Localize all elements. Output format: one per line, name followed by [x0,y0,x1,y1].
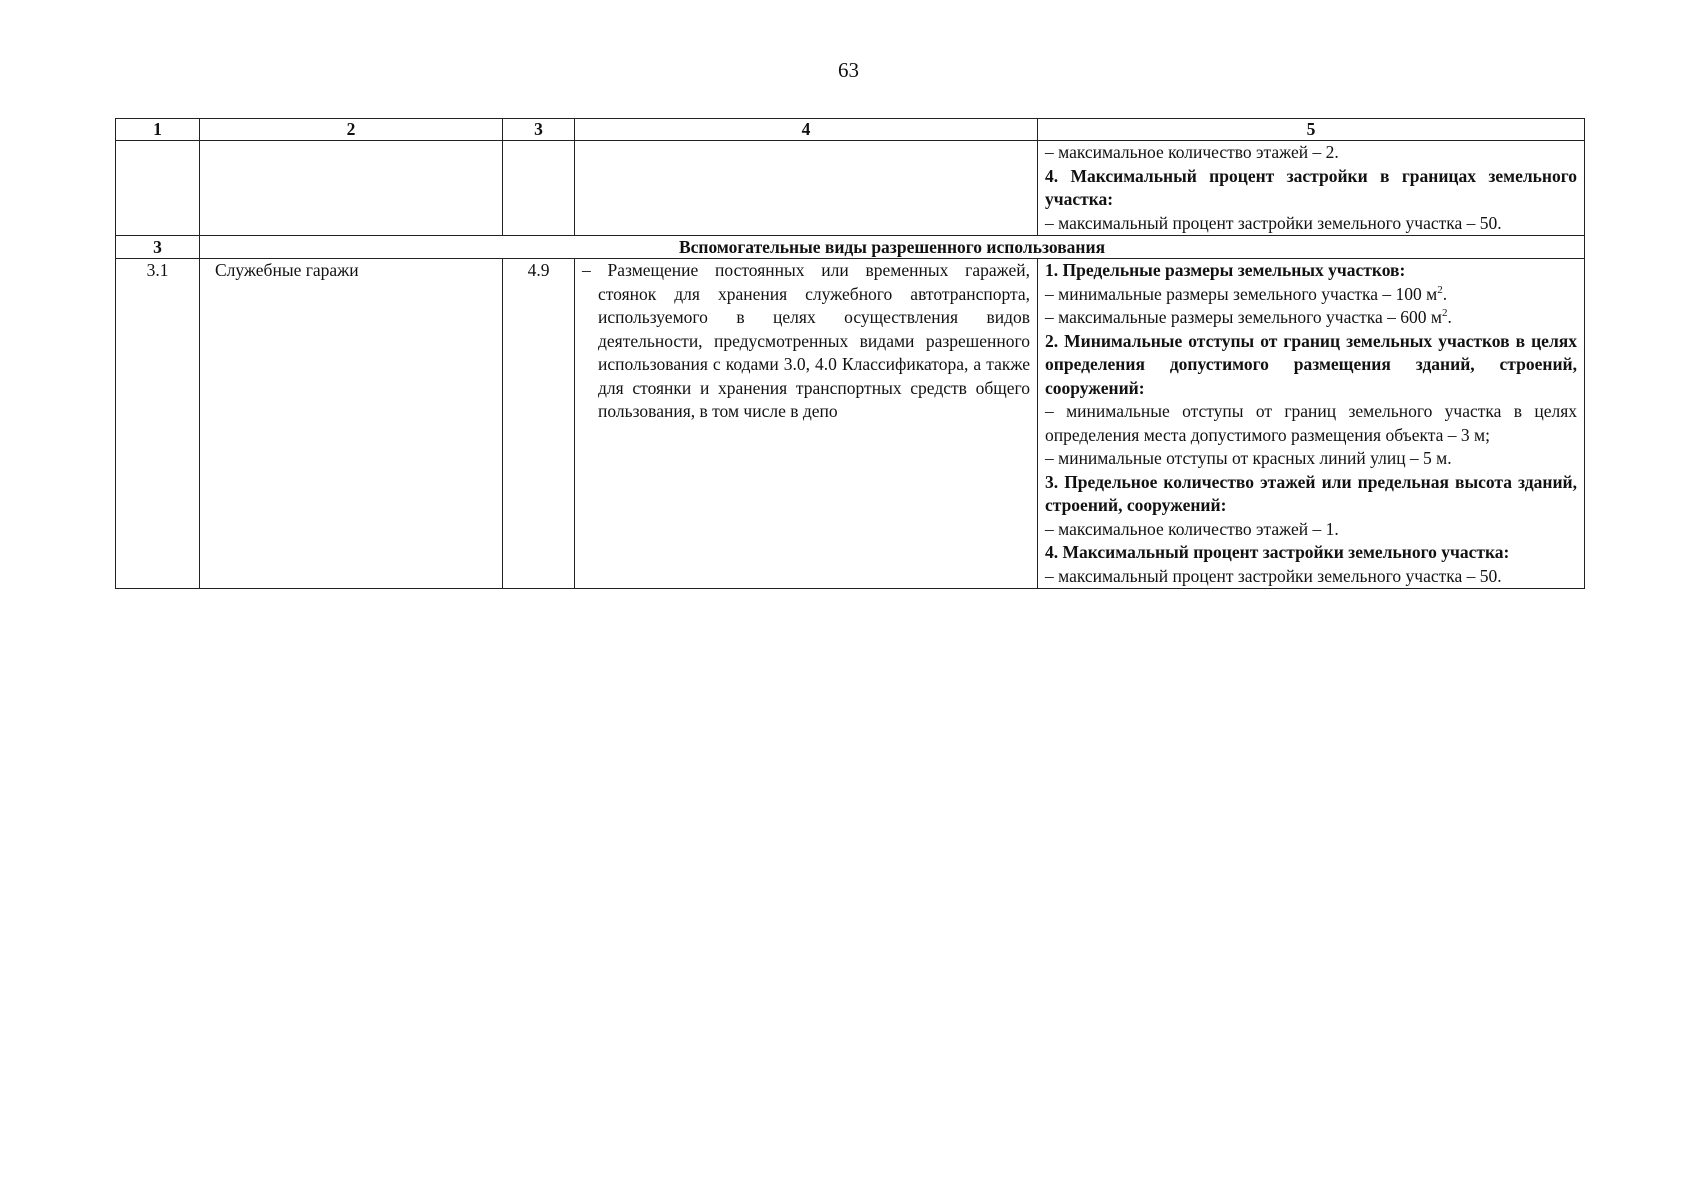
empty-cell [116,141,200,236]
empty-cell [575,141,1038,236]
param-line: – максимальный процент застройки земельного участка – 50. [1045,565,1502,586]
param-line: – минимальные отступы от красных линий улиц – 5 м. [1045,448,1452,468]
header-cell: 2 [200,119,503,141]
empty-cell [503,141,575,236]
table-row-continued [116,141,1585,236]
params-cell [1038,259,1585,589]
header-cell: 5 [1038,119,1585,141]
superscript: 2 [1437,283,1443,296]
param-text: – минимальные размеры земельного участка – 100 м [1045,283,1438,304]
section-row [116,236,1585,259]
param-line: – максимальное количество этажей – 2. [1045,142,1339,162]
param-heading: 4. Максимальный процент застройки в границах земельного участка: [1045,165,1577,209]
use-name: Служебные гаражи [200,259,503,589]
empty-cell [200,141,503,236]
header-cell: 3 [503,119,575,141]
section-title: Вспомогательные виды разрешенного использования [200,236,1585,259]
param-heading: 3. Предельное количество этажей или предельная высота зданий, строений, сооружений: [1045,471,1577,515]
param-tail: . [1442,283,1448,304]
use-code: 4.9 [503,259,575,589]
zoning-table [115,118,1585,589]
param-text: – максимальные размеры земельного участка – 600 м [1045,307,1442,327]
superscript: 2 [1441,307,1448,320]
param-heading: 1. Предельные размеры земельных участков: [1045,260,1406,280]
row-number: 3.1 [116,259,200,589]
param-tail: . [1447,307,1452,327]
params-cell [1038,141,1585,236]
use-description-cell [575,259,1038,589]
param-line [1045,306,1577,330]
param-heading: 2. Минимальные отступы от границ земельных участков в целях определения допустимого размещения зданий, строений, сооружений: [1045,330,1577,398]
header-cell: 4 [575,119,1038,141]
header-cell: 1 [116,119,200,141]
param-heading: 4. Максимальный процент застройки земельного участка: [1045,542,1510,562]
param-line: – максимальное количество этажей – 1. [1045,518,1339,539]
table-header-row [116,119,1585,141]
param-line: – минимальные отступы от границ земельного участка в целях определения места допустимого размещения объекта – 3 м; [1045,401,1577,445]
param-line: – максимальный процент застройки земельного участка – 50. [1045,212,1502,233]
section-number: 3 [116,236,200,259]
table-row [116,259,1585,589]
param-line [1045,283,1577,307]
page-number: 63 [838,58,859,82]
use-description: – Размещение постоянных или временных гаражей, стоянок для хранения служебного автотранспорта, используемого в целях осуществления видов деятельности, предусмотренных видами разрешенного использования с кодами 3.0, 4.0 Классификатора, а также для стоянки и хранения транспортных средств общего пользования, в том числе в депо [582,260,1030,421]
